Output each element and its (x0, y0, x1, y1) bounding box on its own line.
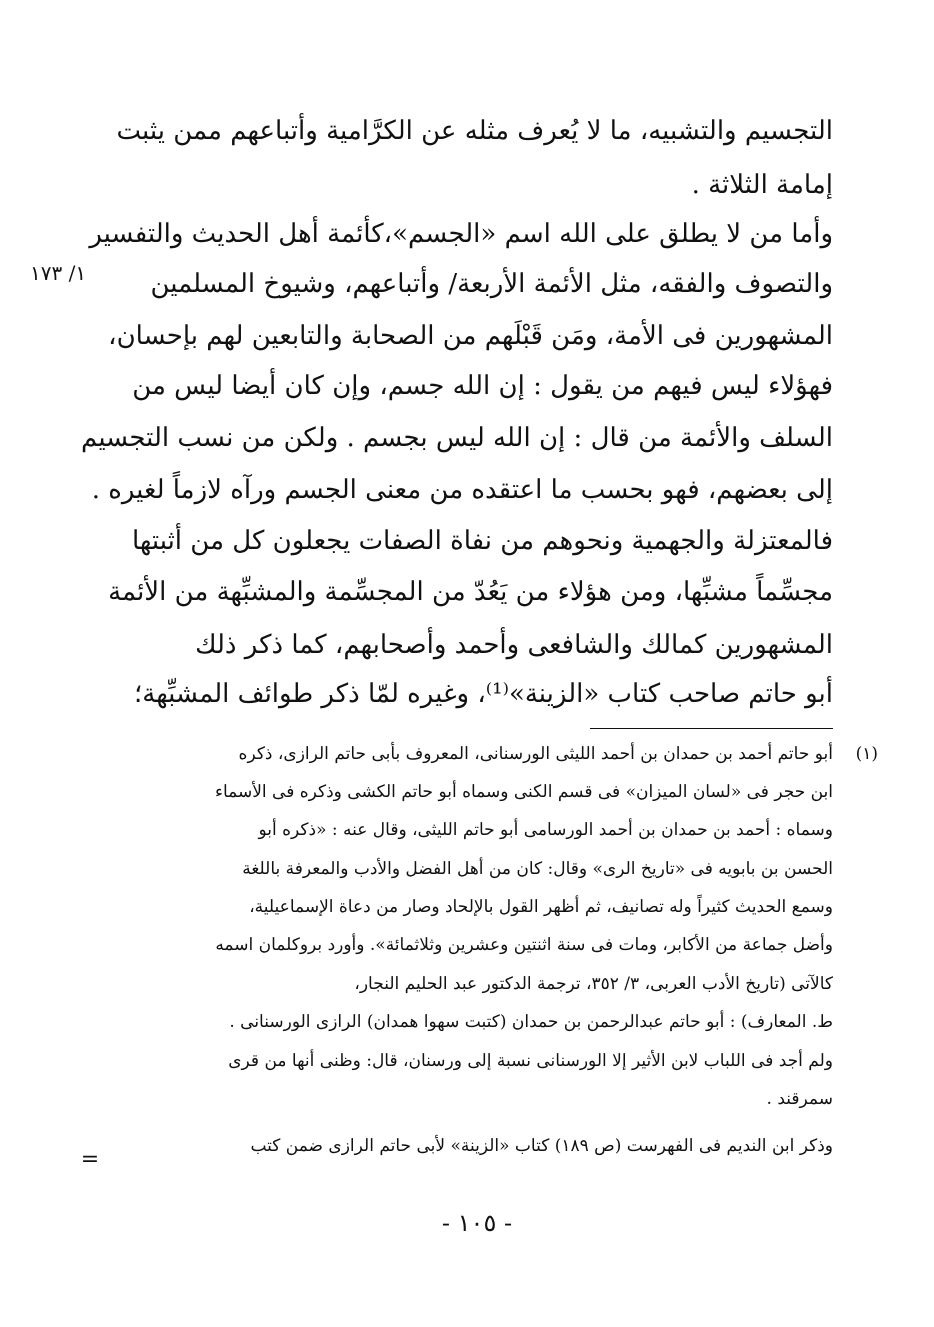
footnote-line-1: أبو حاتم أحمد بن حمدان بن أحمد الليثى الورسنانى، المعروف بأبى حاتم الرازى، ذكره (238, 744, 833, 764)
footnote-line-4: الحسن بن بابويه فى «تاريخ الرى» وقال: كان من أهل الفضل والأدب والمعرفة باللغة (242, 859, 833, 879)
main-line-10: مجسِّماً مشبِّها، ومن هؤلاء من يَعُدّ من المجسِّمة والمشبِّهة من الأئمة (108, 577, 833, 607)
main-line-1: التجسيم والتشبيه، ما لا يُعرف مثله عن الكرَّامية وأتباعهم ممن يثبت (116, 116, 833, 146)
footnote-line-2: ابن حجر فى «لسان الميزان» فى قسم الكنى وسماه أبو حاتم الكشى وذكره فى الأسماء (214, 782, 833, 802)
main-line-4: والتصوف والفقه، مثل الأئمة الأربعة/ وأتباعهم، وشيوخ المسلمين (150, 269, 833, 299)
main-line-6: فهؤلاء ليس فيهم من يقول : إن الله جسم، وإن كان أيضا ليس من (132, 371, 833, 401)
main-line-7: السلف والأئمة من قال : إن الله ليس بجسم . ولكن من نسب التجسيم (81, 423, 833, 453)
footnote-divider (590, 728, 833, 729)
main-line-9: فالمعتزلة والجهمية ونحوهم من نفاة الصفات يجعلون كل من أثبتها (131, 526, 833, 556)
main-line-2: إمامة الثلاثة . (691, 170, 833, 200)
footnote-line-5: وسمع الحديث كثيراً وله تصانيف، ثم أظهر القول بالإلحاد وصار من دعاة الإسماعيلية، (249, 897, 833, 917)
footnote-line-7: كالآتى (تاريخ الأدب العربى، ٣/ ٣٥٢، ترجمة الدكتور عبد الحليم النجار، (354, 974, 833, 994)
footnote-line-10: سمرقند . (766, 1089, 833, 1109)
main-line-12: أبو حاتم صاحب كتاب «الزينة»⁽¹⁾، وغيره لمّا ذكر طوائف المشبِّهة؛ (133, 679, 833, 709)
main-line-3: وأما من لا يطلق على الله اسم «الجسم»،كأئمة أهل الحديث والتفسير (89, 219, 833, 249)
page-number: - ١٠٥ - (441, 1209, 513, 1237)
footnote-marker: (١) (855, 744, 878, 764)
footnote-line-8: ط. المعارف) : أبو حاتم عبدالرحمن بن حمدان (كتبت سهوا همدان) الرازى الورسنانى . (229, 1012, 833, 1032)
margin-reference: ١/ ١٧٣ (30, 261, 87, 285)
main-line-5: المشهورين فى الأمة، ومَن قَبْلَهم من الصحابة والتابعين لهم بإحسان، (108, 321, 833, 351)
footnote-line-6: وأضل جماعة من الأكابر، ومات فى سنة اثنتين وعشرين وثلاثمائة». وأورد بروكلمان اسمه (215, 935, 833, 955)
continuation-mark: = (80, 1147, 100, 1172)
main-line-8: إلى بعضهم، فهو بحسب ما اعتقده من معنى الجسم ورآه لازماً لغيره . (91, 475, 833, 505)
main-line-11: المشهورين كمالك والشافعى وأحمد وأصحابهم، كما ذكر ذلك (195, 630, 833, 660)
footnote-line-11: وذكر ابن النديم فى الفهرست (ص ١٨٩) كتاب «الزينة» لأبى حاتم الرازى ضمن كتب (250, 1136, 833, 1156)
footnote-line-9: ولم أجد فى اللباب لابن الأثير إلا الورسنانى نسبة إلى ورسنان، قال: وظنى أنها من قرى (228, 1051, 833, 1071)
footnote-line-3: وسماه : أحمد بن حمدان بن أحمد الورسامى أبو حاتم الليثى، وقال عنه : «ذكره أبو (258, 820, 833, 840)
